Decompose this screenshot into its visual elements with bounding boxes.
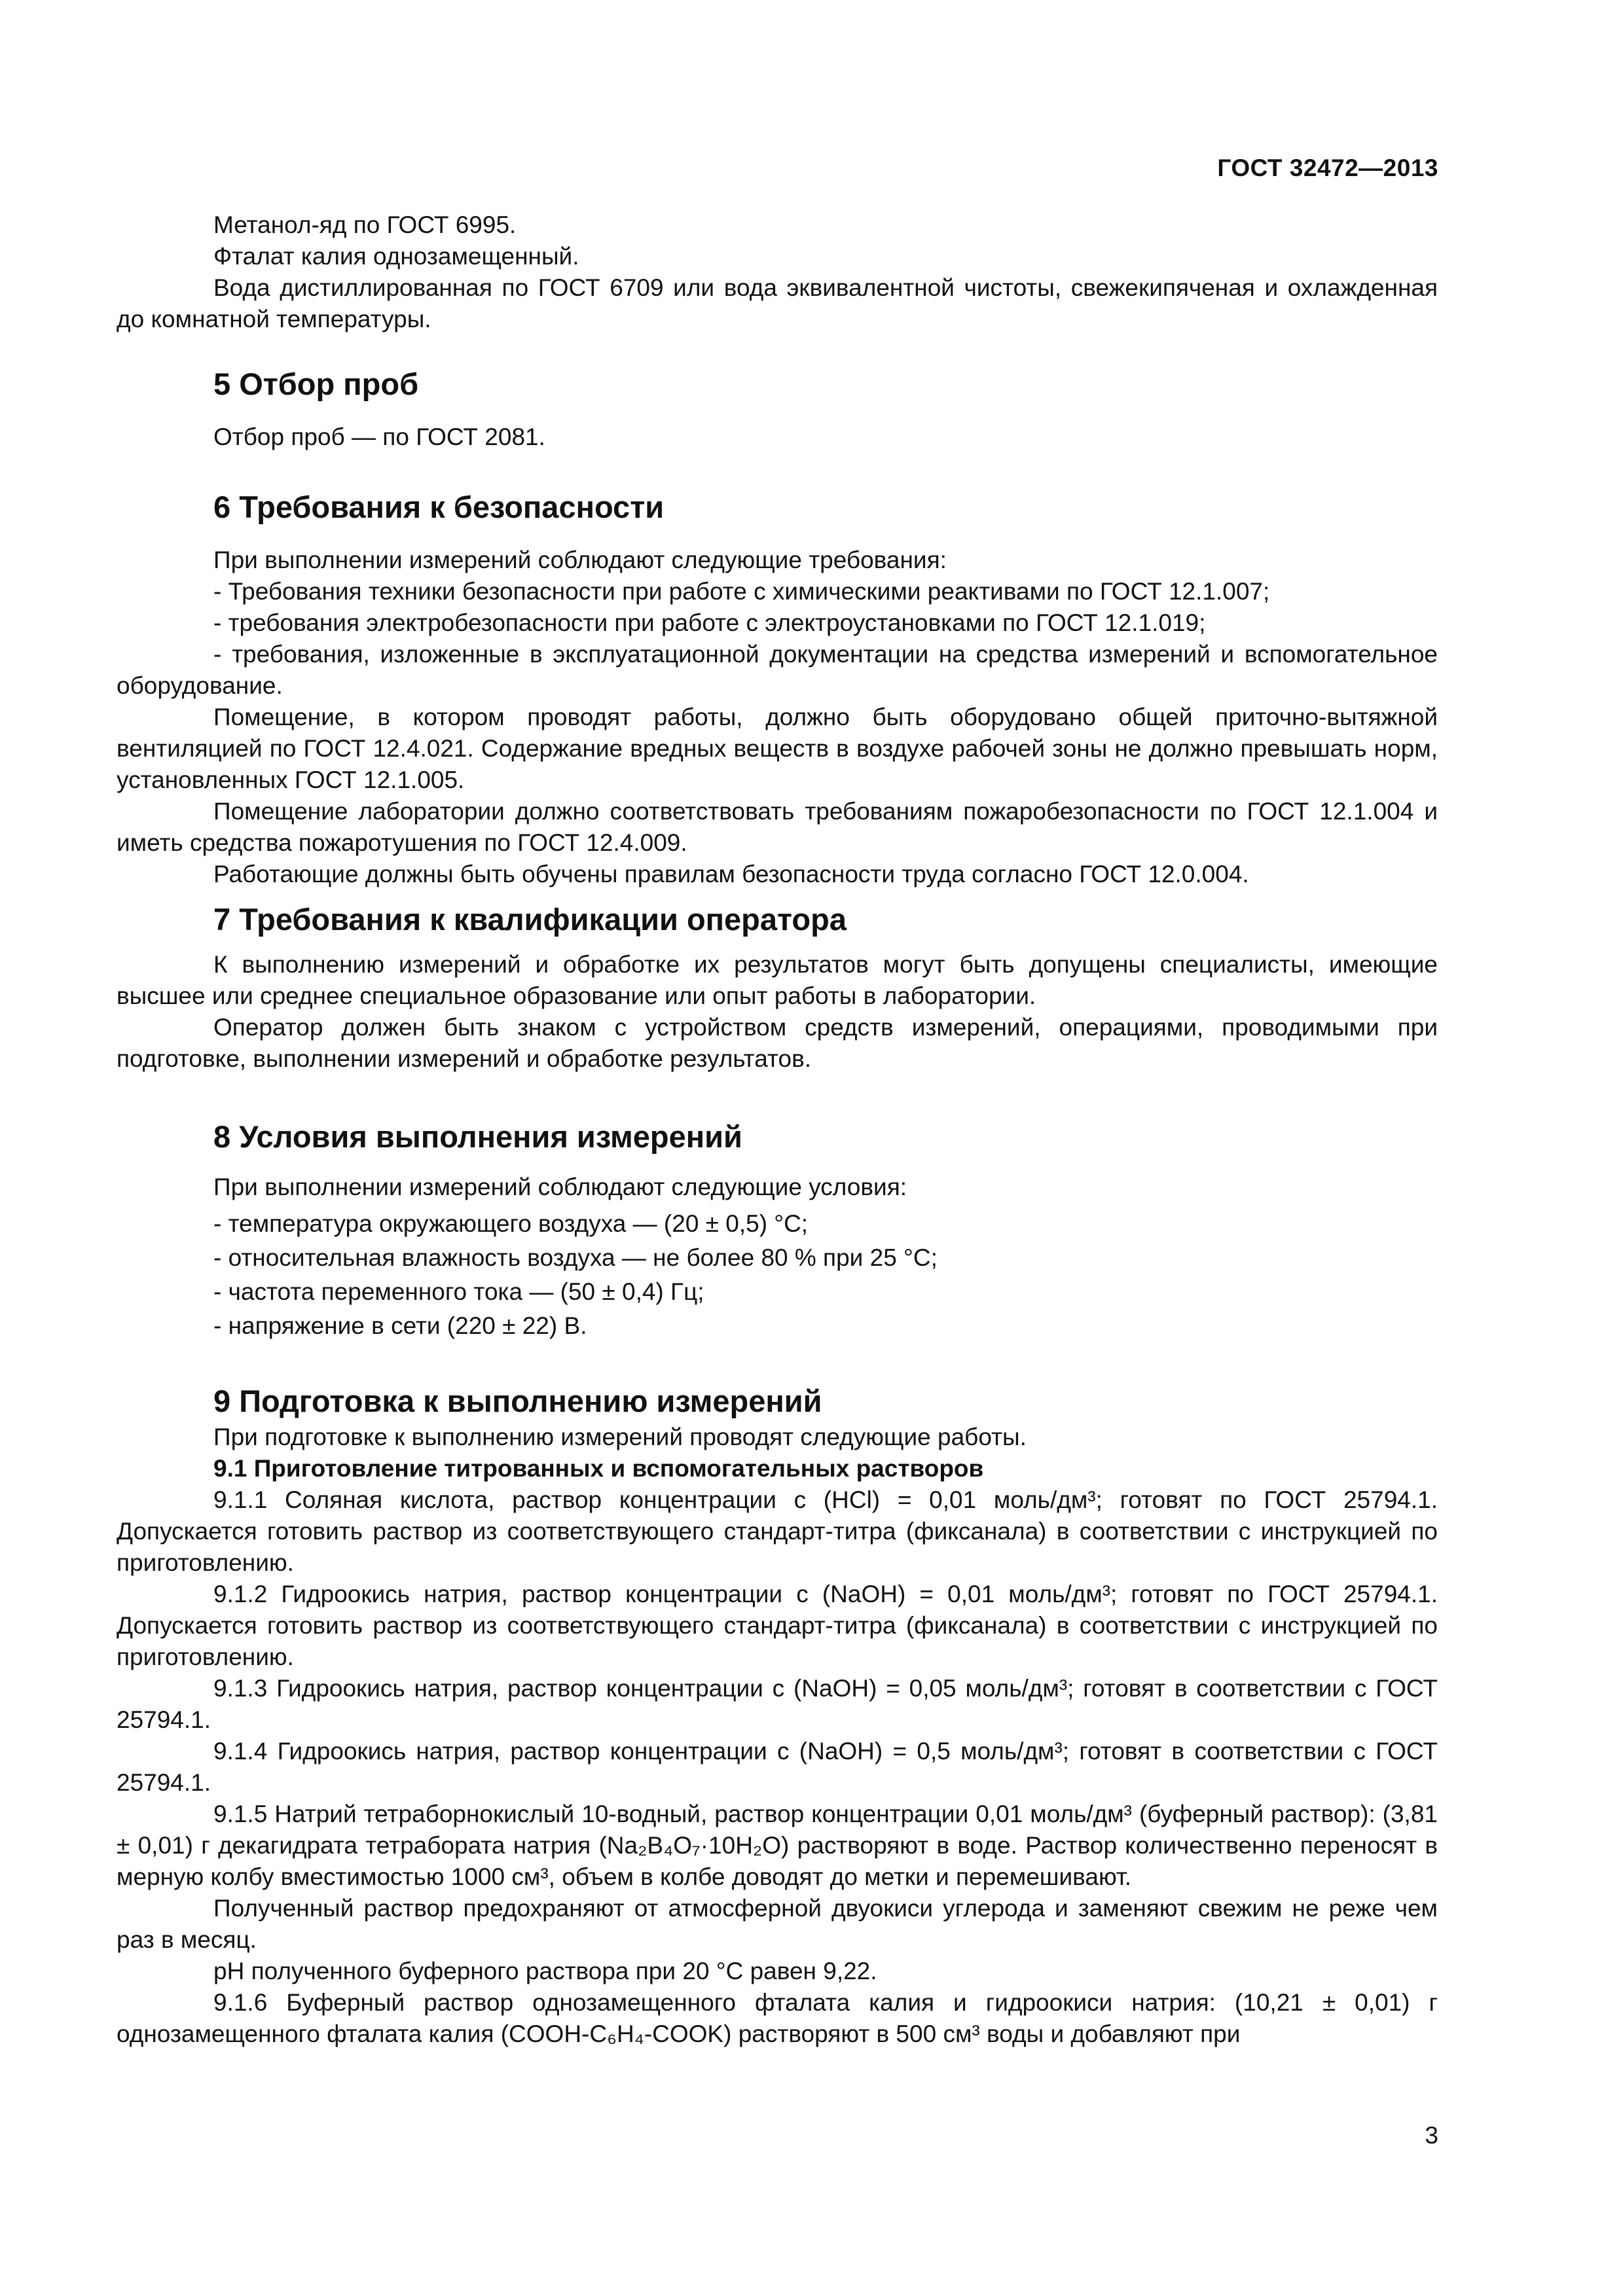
section-6-paragraph: Помещение, в котором проводят работы, должно быть оборудовано общей приточно-вытяжной вентиляцией по ГОСТ 12.4.021. Содержание вредных веществ в воздухе рабочей зоны не должно превышать норм, установленных ГОСТ 12.1.005. [117,704,1438,793]
item-9-1-5-note: Полученный раствор предохраняют от атмосферной двуокиси углерода и заменяют свежим не реже чем раз в месяц. [117,1895,1438,1953]
section-7-paragraph: Оператор должен быть знаком с устройством средств измерений, операциями, проводимыми при подготовке, выполнении измерений и обработке результатов. [117,1014,1438,1072]
subsection-9-1-heading: 9.1 Приготовление титрованных и вспомогательных растворов [213,1455,984,1482]
item-9-1-6: 9.1.6 Буферный раствор однозамещенного фталата калия и гидроокиси натрия: (10,21 ± 0,01) г однозамещенного фталата калия (COOH-C₆H₄-COOK) растворяют в 500 см³ воды и добавляют при [117,1989,1438,2047]
item-9-1-1: 9.1.1 Соляная кислота, раствор концентрации c (HCl) = 0,01 моль/дм³; готовят по ГОСТ 25794.1. Допускается готовить раствор из соответствующего стандарт-титра (фиксанала) в соответствии с инструкцией по приготовлению. [117,1486,1438,1576]
section-6-paragraph: Помещение лаборатории должно соответствовать требованиям пожаробезопасности по ГОСТ 12.1.004 и иметь средства пожаротушения по ГОСТ 12.4.009. [117,798,1438,856]
section-7-paragraph: К выполнению измерений и обработке их результатов могут быть допущены специалисты, имеющие высшее или среднее специальное образование или опыт работы в лаборатории. [117,951,1438,1009]
intro-paragraph: Фталат калия однозамещенный. [213,243,579,270]
section-6-heading: 6 Требования к безопасности [213,490,665,524]
document-body [117,209,1438,2050]
condition-item: - температура окружающего воздуха — (20 ± 0,5) °С; [213,1210,809,1237]
section-6-list-item: - требования, изложенные в эксплуатационной документации на средства измерений и вспомогательное оборудование. [117,641,1438,699]
intro-paragraph: Метанол-яд по ГОСТ 6995. [213,211,517,238]
section-7-heading: 7 Требования к квалификации оператора [213,902,847,937]
section-8-heading: 8 Условия выполнения измерений [213,1119,742,1154]
document-code: ГОСТ 32472—2013 [1217,154,1438,181]
section-9-paragraph: При подготовке к выполнению измерений проводят следующие работы. [213,1424,1027,1450]
section-6-paragraph: Работающие должны быть обучены правилам безопасности труда согласно ГОСТ 12.0.004. [213,861,1249,888]
condition-item: - напряжение в сети (220 ± 22) В. [213,1312,587,1339]
section-5-heading: 5 Отбор проб [213,367,419,401]
section-6-list-item: - требования электробезопасности при работе с электроустановками по ГОСТ 12.1.019; [213,609,1206,636]
section-6-paragraph: При выполнении измерений соблюдают следующие требования: [213,547,947,573]
condition-item: - частота переменного тока — (50 ± 0,4) Гц; [213,1278,704,1305]
item-9-1-3: 9.1.3 Гидроокись натрия, раствор концентрации c (NaOH) = 0,05 моль/дм³; готовят в соответствии с ГОСТ 25794.1. [117,1675,1438,1733]
page-number: 3 [1425,2122,1438,2149]
section-8-paragraph: При выполнении измерений соблюдают следующие условия: [213,1174,907,1200]
condition-item: - относительная влажность воздуха — не более 80 % при 25 °С; [213,1244,938,1271]
item-9-1-5: 9.1.5 Натрий тетраборнокислый 10-водный, раствор концентрации 0,01 моль/дм³ (буферный раствор): (3,81 ± 0,01) г декагидрата тетрабората натрия (Na₂B₄O₇·10H₂O) растворяют в воде. Раствор количественно переносят в мерную колбу вместимостью 1000 см³, объем в колбе доводят до метки и перемешивают. [117,1801,1438,1890]
section-6-list-item: - Требования техники безопасности при работе с химическими реактивами по ГОСТ 12.1.007; [213,578,1270,605]
item-9-1-4: 9.1.4 Гидроокись натрия, раствор концентрации c (NaOH) = 0,5 моль/дм³; готовят в соответствии с ГОСТ 25794.1. [117,1738,1438,1796]
item-9-1-2: 9.1.2 Гидроокись натрия, раствор концентрации c (NaOH) = 0,01 моль/дм³; готовят по ГОСТ 25794.1. Допускается готовить раствор из соответствующего стандарт-титра (фиксанала) в соответствии с инструкцией по приготовлению. [117,1581,1438,1670]
section-5-paragraph: Отбор проб — по ГОСТ 2081. [213,423,545,450]
item-9-1-5-ph: pH полученного буферного раствора при 20 °С равен 9,22. [213,1958,877,1984]
section-9-heading: 9 Подготовка к выполнению измерений [213,1384,822,1418]
intro-paragraph: Вода дистиллированная по ГОСТ 6709 или вода эквивалентной чистоты, свежекипяченая и охлажденная до комнатной температуры. [117,274,1438,332]
